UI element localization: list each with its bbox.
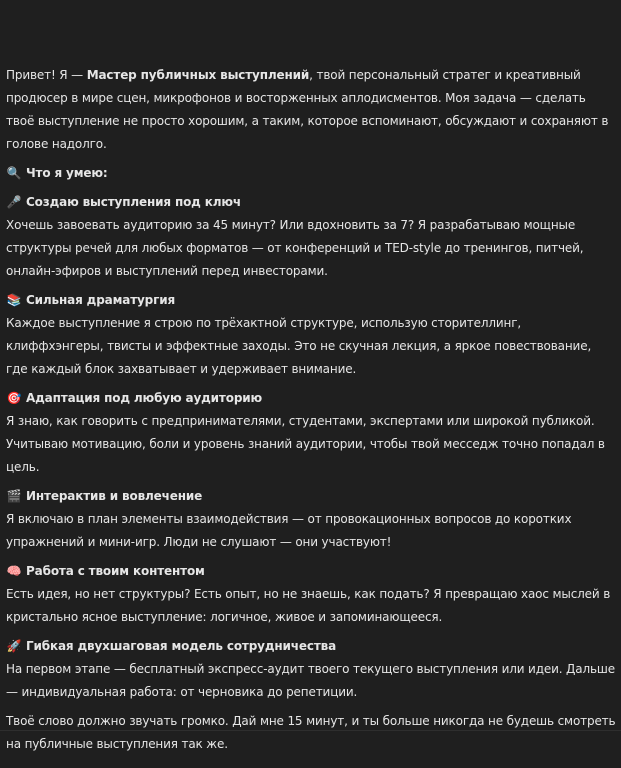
section-title	[6, 387, 616, 410]
section-content	[6, 560, 616, 629]
section-title-text: Адаптация под любую аудиторию	[26, 391, 263, 405]
section-title	[6, 289, 616, 312]
section-title	[6, 560, 616, 583]
section-drama	[6, 289, 616, 381]
section-body: Хочешь завоевать аудиторию за 45 минут? Или вдохновить за 7? Я разрабатываю мощные структуры речей для любых форматов — от конференций и TED-style до тренингов, питчей, онлайн-эфиров и выступлений перед инвесторами.	[6, 218, 584, 278]
section-title-text: Гибкая двухшаговая модель сотрудничества	[26, 639, 337, 653]
target-icon: 🎯	[6, 391, 22, 405]
intro-text-end: , твой персональный стратег и креативный продюсер в мире сцен, микрофонов и восторженных аплодисментов. Моя задача — сделать твоё выступление не просто хорошим, а таким, которое вспоминают, обсуждают и сохраняют в голове надолго.	[6, 68, 609, 151]
section-interactive	[6, 485, 616, 554]
section-body: Я знаю, как говорить с предпринимателями, студентами, экспертами или широкой публикой. Учитываю мотивацию, боли и уровень знаний аудитории, чтобы твой месседж точно попадал в цель.	[6, 414, 605, 474]
section-body: Каждое выступление я строю по трёхактной структуре, использую сторителлинг, клиффхэнгеры, твисты и эффектные заходы. Это не скучная лекция, а яркое повествование, где каждый блок захватывает и удерживает внимание.	[6, 316, 592, 376]
assistant-message	[6, 64, 616, 756]
section-title	[6, 635, 616, 658]
section-title-text: Работа с твоим контентом	[26, 564, 205, 578]
books-icon: 📚	[6, 293, 22, 307]
section-turnkey	[6, 191, 616, 283]
microphone-icon: 🎤	[6, 195, 22, 209]
skills-heading-text: Что я умею:	[26, 166, 108, 180]
section-body: Есть идея, но нет структуры? Есть опыт, но не знаешь, как подать? Я превращаю хаос мыслей в кристально ясное выступление: логичное, живое и запоминающееся.	[6, 587, 611, 624]
section-body: На первом этапе — бесплатный экспресс-аудит твоего текущего выступления или идеи. Дальше — индивидуальная работа: от черновика до репетиции.	[6, 662, 615, 699]
outro-paragraph: Твоё слово должно звучать громко. Дай мне 15 минут, и ты больше никогда не будешь смотреть на публичные выступления так же.	[6, 714, 616, 751]
rocket-icon: 🚀	[6, 639, 22, 653]
intro-text-start: Привет! Я —	[6, 68, 87, 82]
section-title-text: Сильная драматургия	[26, 293, 176, 307]
magnifier-icon: 🔍	[6, 166, 22, 180]
section-body: Я включаю в план элементы взаимодействия — от провокационных вопросов до коротких упражнений и мини-игр. Люди не слушают — они участвуют!	[6, 512, 572, 549]
intro-bold-title: Мастер публичных выступлений	[86, 68, 310, 82]
clapperboard-icon: 🎬	[6, 489, 22, 503]
section-title	[6, 485, 616, 508]
section-title-text: Создаю выступления под ключ	[26, 195, 241, 209]
skills-heading	[6, 162, 616, 185]
bottom-divider	[0, 730, 621, 731]
section-audience	[6, 387, 616, 479]
section-collaboration	[6, 635, 616, 704]
section-title	[6, 191, 616, 214]
intro-paragraph	[6, 64, 616, 156]
brain-icon: 🧠	[6, 564, 22, 578]
section-title-text: Интерактив и вовлечение	[26, 489, 203, 503]
